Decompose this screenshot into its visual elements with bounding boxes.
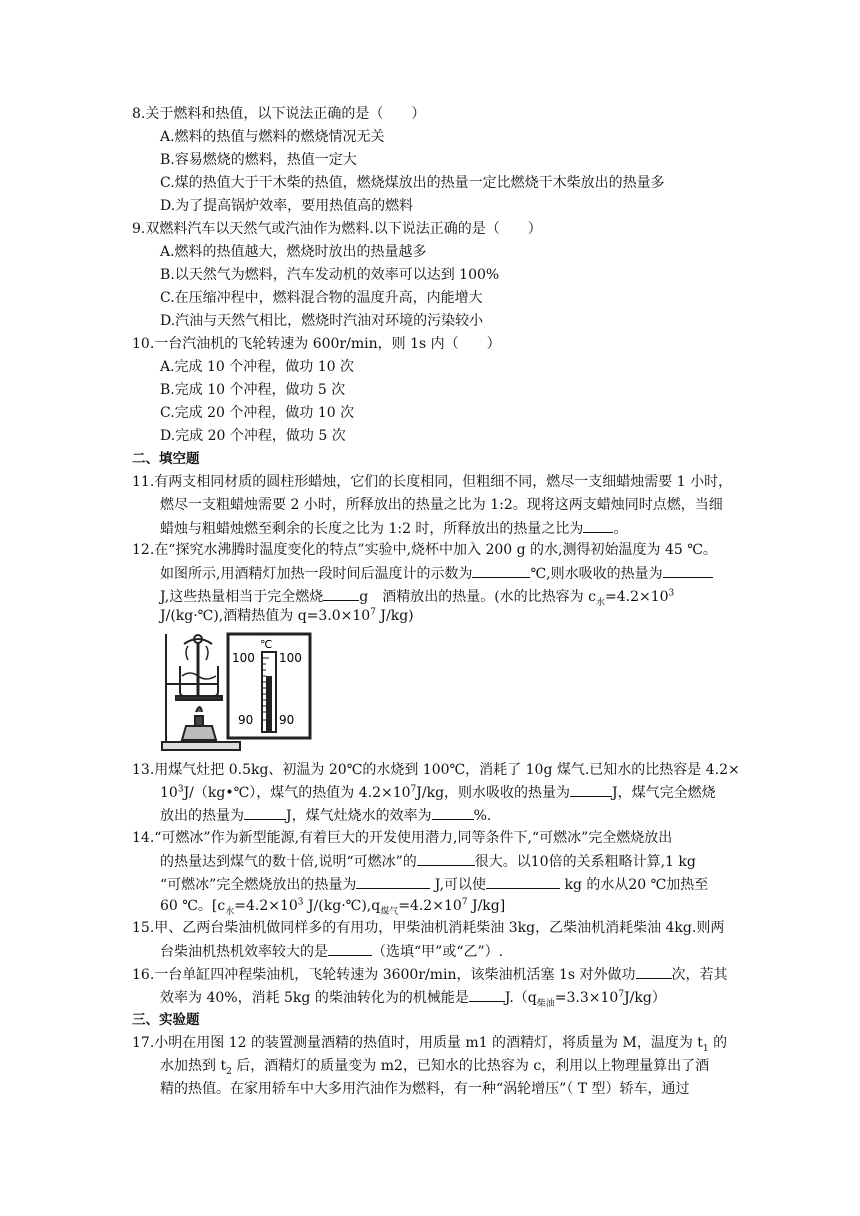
answer-blank[interactable]	[328, 941, 372, 956]
question-14-line-2: 的热量达到煤气的数十倍,说明“可燃冰”的 很大。以10倍的关系粗略计算,1 kg	[160, 851, 696, 872]
question-8-stem: 8.关于燃料和热值，以下说法正确的是（ ）	[132, 106, 426, 122]
question-14-line-4: 60 ℃。[$c_水=4.2\times 10^3$ $J/(kg\cdot℃),q_{煤气}=4.2\times 10^7$ J/kg]	[160, 897, 506, 917]
question-13-line-1: 13.用煤气灶把 0.5kg、初温为 20℃的水烧到 100℃，消耗了 10g 煤气.已知水的比热容是 4.2×	[132, 762, 740, 778]
question-10-option-a: A.完成 10 个冲程，做功 10 次	[160, 359, 354, 375]
answer-blank[interactable]	[432, 805, 474, 820]
section-heading-experiment: 三、实验题	[132, 1012, 200, 1028]
question-10-option-d: D.完成 20 个冲程，做功 5 次	[160, 428, 346, 444]
question-10-stem: 10.一台汽油机的飞轮转速为 600r/min，则 1s 内（ ）	[132, 336, 501, 352]
answer-blank[interactable]	[244, 805, 286, 820]
alcohol-lamp-icon	[182, 707, 216, 740]
thermometer-lower-left: 90	[238, 713, 254, 727]
answer-blank[interactable]	[570, 782, 612, 797]
thermometer-inset	[228, 634, 310, 738]
question-17-line-2: 水加热到 $t_2$ 后，酒精灯的质量变为 m2，已知水的比热容为 c，利用以上物理量算出了酒	[160, 1058, 710, 1077]
answer-blank[interactable]	[417, 851, 475, 866]
question-8-option-a: A.燃料的热值与燃料的燃烧情况无关	[160, 129, 385, 145]
question-16-line-2: 效率为 40%，消耗 5kg 的柴油转化为的机械能是 $J.(q_{柴油}=3.3\times 10^7J/kg)$	[160, 987, 666, 1008]
question-11-line-1: 11.有两支相同材质的圆柱形蜡烛，它们的长度相同，但粗细不同，燃尽一支细蜡烛需要 1 小时，	[132, 474, 733, 490]
question-8-option-b: B.容易燃烧的燃料，热值一定大	[160, 152, 357, 168]
question-9-option-c: C.在压缩冲程中，燃料混合物的温度升高，内能增大	[160, 290, 483, 306]
answer-blank[interactable]	[356, 874, 430, 889]
answer-blank[interactable]	[636, 964, 672, 979]
question-14-line-3: “可燃冰”完全燃烧放出的热量为 J,可以使 kg 的水从20 ℃加热至	[160, 874, 708, 895]
question-14-line-1: 14.“可燃冰”作为新型能源,有着巨大的开发使用潜力,同等条件下,“可燃冰”完全燃烧放出	[132, 830, 673, 846]
question-13-line-2: $10^3J/(kg•℃)$，煤气的热值为 $4.2\times 10^7J/kg$，则水吸收的热量为 J，煤气完全燃烧	[160, 782, 716, 803]
question-15-line-2: 台柴油机热机效率较大的是 （选填“甲”或“乙”）.	[160, 941, 503, 962]
answer-blank[interactable]	[663, 563, 713, 578]
question-11-line-2: 燃尽一支粗蜡烛需要 2 小时，所释放出的热量之比为 1:2。现将这两支蜡烛同时点燃，当细	[160, 497, 723, 513]
question-16-line-1: 16.一台单缸四冲程柴油机，飞轮转速为 3600r/min，该柴油机活塞 1s 对外做功 次，若其	[132, 964, 728, 985]
answer-blank[interactable]	[472, 563, 530, 578]
question-12-line-3: J,这些热量相当于完全燃烧 g 酒精放出的热量。(水的比热容为 $c_水=4.2\times 10^3$	[160, 586, 674, 607]
thermometer-upper-right: 100	[279, 651, 302, 665]
question-12-line-4: J/(kg·℃),酒精热值为 $q=3.0\times 10^7$ J/kg)	[160, 607, 414, 624]
question-13-line-3: 放出的热量为 J，煤气灶烧水的效率为 %.	[160, 805, 491, 826]
question-8-option-c: C.煤的热值大于干木柴的热值，燃烧煤放出的热量一定比燃烧干木柴放出的热量多	[160, 175, 665, 191]
answer-blank[interactable]	[469, 987, 505, 1002]
thermometer-lower-right: 90	[279, 713, 295, 727]
section-heading-fill-in: 二、填空题	[132, 451, 200, 467]
thermometer-unit: ℃	[260, 638, 273, 651]
question-9-stem: 9.双燃料汽车以天然气或汽油作为燃料.以下说法正确的是（ ）	[132, 221, 542, 237]
question-9-option-a: A.燃料的热值越大，燃烧时放出的热量越多	[160, 244, 427, 260]
answer-blank[interactable]	[323, 586, 359, 601]
question-12-line-2: 如图所示,用酒精灯加热一段时间后温度计的示数为 ℃,则水吸收的热量为	[160, 563, 713, 584]
question-10-option-b: B.完成 10 个冲程，做功 5 次	[160, 382, 346, 398]
question-17-line-1: 17.小明在用图 12 的装置测量酒精的热值时，用质量 m1 的酒精灯，将质量为 M，温度为 $t_1$ 的	[132, 1035, 728, 1054]
question-8-option-d: D.为了提高锅炉效率，要用热值高的燃料	[160, 198, 414, 214]
question-9-option-d: D.汽油与天然气相比，燃烧时汽油对环境的污染较小	[160, 313, 484, 329]
question-11-line-3: 蜡烛与粗蜡烛燃至剩余的长度之比为 1:2 时，所释放出的热量之比为 。	[160, 518, 627, 539]
question-10-option-c: C.完成 20 个冲程，做功 10 次	[160, 405, 355, 421]
thermometer-upper-left: 100	[232, 651, 255, 665]
answer-blank[interactable]	[583, 518, 613, 533]
question-9-option-b: B.以天然气为燃料，汽车发动机的效率可以达到 100%	[160, 267, 500, 283]
question-15-line-1: 15.甲、乙两台柴油机做同样多的有用功，甲柴油机消耗柴油 3kg，乙柴油机消耗柴油 4kg.则两	[132, 920, 725, 936]
answer-blank[interactable]	[486, 874, 560, 889]
question-17-line-3: 精的热值。在家用轿车中大多用汽油作为燃料，有一种“涡轮增压”（ T 型）轿车，通过	[160, 1081, 690, 1097]
question-12-line-1: 12.在“探究水沸腾时温度变化的特点”实验中,烧杯中加入 200 g 的水,测得初始温度为 45 ℃。	[132, 542, 717, 558]
experiment-figure	[158, 630, 418, 752]
